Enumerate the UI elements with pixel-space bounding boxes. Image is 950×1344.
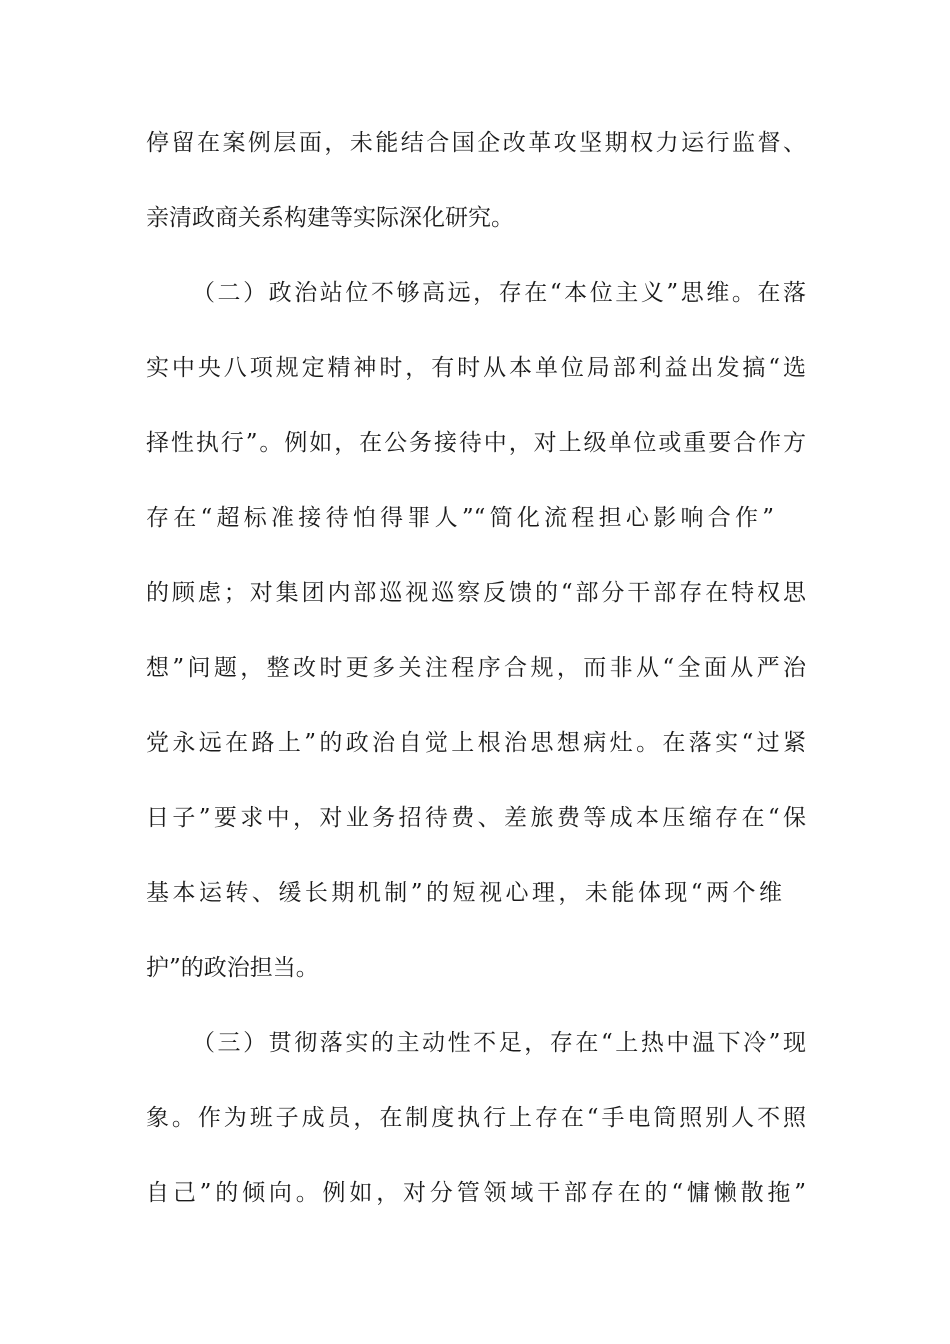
text-line: 护”的政治担当。	[146, 955, 319, 981]
text-line: 择性执行”。例如，在公务接待中，对上级单位或重要合作方	[146, 430, 806, 456]
text-line: 日子”要求中，对业务招待费、差旅费等成本压缩存在“保	[146, 805, 806, 831]
text-line: 停留在案例层面，未能结合国企改革攻坚期权力运行监督、	[146, 130, 806, 156]
text-line: 想”问题，整改时更多关注程序合规，而非从“全面从严治	[146, 655, 806, 681]
text-line: 实中央八项规定精神时，有时从本单位局部利益出发搞“选	[146, 355, 806, 381]
text-line: 象。作为班子成员，在制度执行上存在“手电筒照别人不照	[146, 1105, 806, 1131]
text-line: 党永远在路上”的政治自觉上根治思想病灶。在落实“过紧	[146, 730, 806, 756]
text-line: 基本运转、缓长期机制”的短视心理，未能体现“两个维	[146, 880, 782, 906]
text-line: 存在“超标准接待怕得罪人”“简化流程担心影响合作”	[146, 505, 774, 531]
text-line: （三）贯彻落实的主动性不足，存在“上热中温下冷”现	[192, 1030, 806, 1056]
text-line: （二）政治站位不够高远，存在“本位主义”思维。在落	[192, 280, 806, 306]
text-line: 亲清政商关系构建等实际深化研究。	[146, 205, 514, 231]
text-line: 自己”的倾向。例如，对分管领域干部存在的“慵懒散拖”	[146, 1180, 806, 1206]
text-line: 的顾虑；对集团内部巡视巡察反馈的“部分干部存在特权思	[146, 580, 806, 606]
